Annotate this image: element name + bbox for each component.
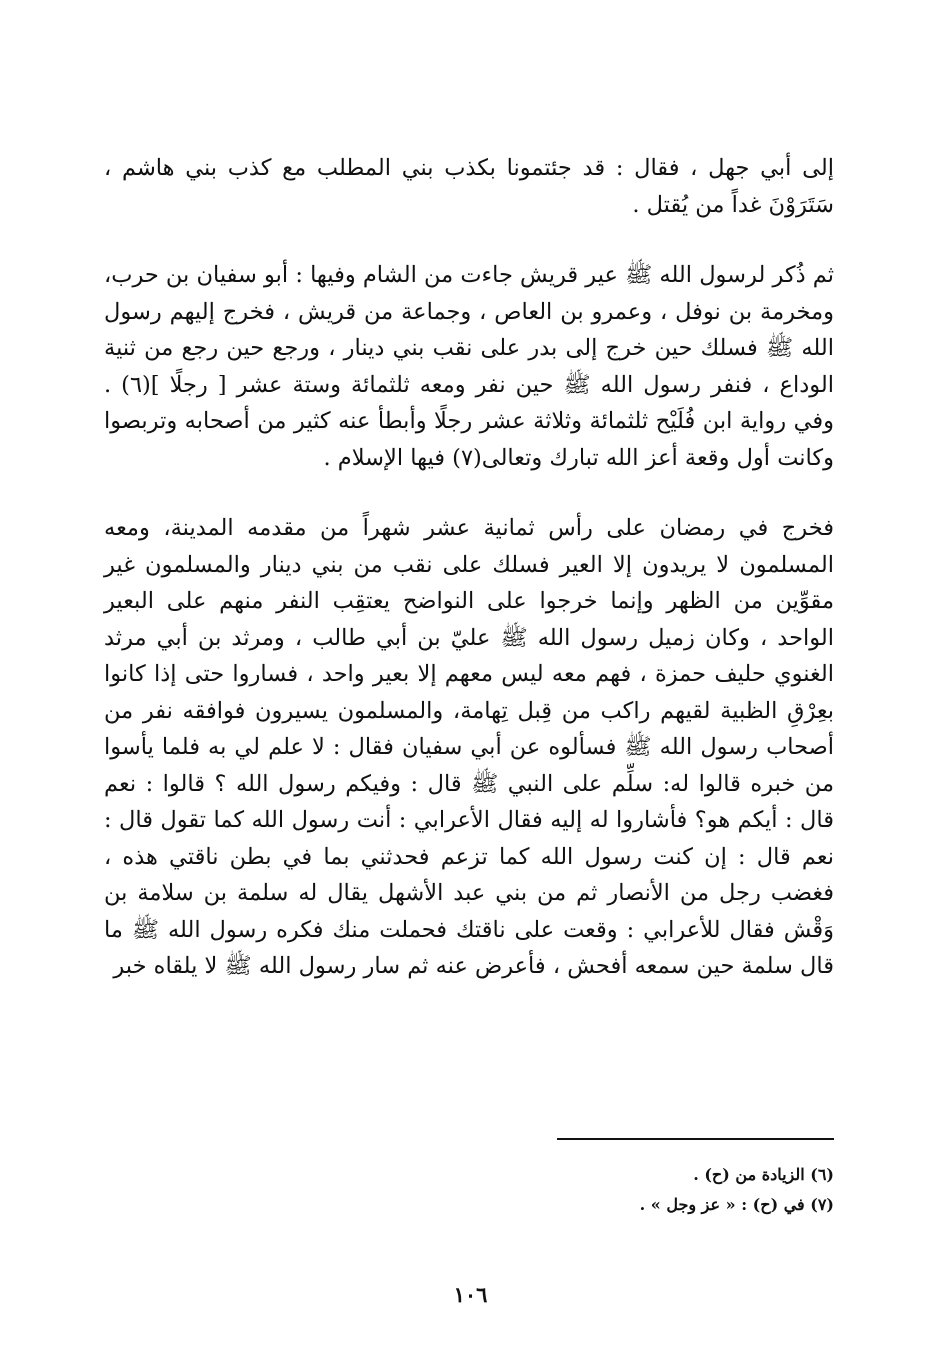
paragraph-2: ثم ذُكر لرسول الله ﷺ عير قريش جاءت من الشام وفيها : أبو سفيان بن حرب، ومخرمة بن نوفل ، وعمرو بن العاص ، وجماعة من قريش ، فخرج إليهم رسول الله ﷺ فسلك حين خرج إلى بدر على نقب بني دينار ، ورجع حين رجع من ثنية الوداع ، فنفر رسول الله ﷺ حين نفر ومعه ثلثمائة وستة عشر [ رجلًا ](٦) . وفي رواية ابن فُلَيْح ثلثمائة وثلاثة عشر رجلًا وأبطأ عنه كثير من أصحابه وتربصوا وكانت أول وقعة أعز الله تبارك وتعالى(٧) فيها الإسلام . <box>104 262 834 471</box>
paragraph-1: إلى أبي جهل ، فقال : قد جئتمونا بكذب بني المطلب مع كذب بني هاشم ، سَتَرَوْنَ غداً من يُقتل . <box>104 155 834 218</box>
paragraph-3: فخرج في رمضان على رأس ثمانية عشر شهراً من مقدمه المدينة، ومعه المسلمون لا يريدون إلا العير فسلك على نقب من بني دينار والمسلمون غير مقوِّين من الظهر وإنما خرجوا على النواضح يعتقِب النفر منهم على البعير الواحد ، وكان زميل رسول الله ﷺ عليّ بن أبي طالب ، ومرثد بن أبي مرثد الغنوي حليف حمزة ، فهم معه ليس معهم إلا بعير واحد ، فساروا حتى إذا كانوا بعِرْقِ الظبية لقيهم راكب من قِبل تِهامة، والمسلمون يسيرون فوافقه نفر من أصحاب رسول الله ﷺ فسألوه عن أبي سفيان فقال : لا علم لي به فلما يأسوا من خبره قالوا له: سلِّم على النبي ﷺ قال : وفيكم رسول الله ؟ قالوا : نعم قال : أيكم هو؟ فأشاروا له إليه فقال الأعرابي : أنت رسول الله كما تقول قال : نعم قال : إن كنت رسول الله كما تزعم فحدثني بما في بطن ناقتي هذه ، فغضب رجل من الأنصار ثم من بني عبد الأشهل يقال له سلمة بن سلامة بن وَقْش فقال للأعرابي : وقعت على ناقتك فحملت منك فكره رسول الله ﷺ ما قال سلمة حين سمعه أفحش ، فأعرض عنه ثم سار رسول الله ﷺ لا يلقاه خبر <box>104 515 834 979</box>
footnote-divider <box>557 1138 834 1140</box>
footnote-6: (٦) الزيادة من (ح) . <box>693 1165 834 1184</box>
footnotes <box>104 1160 834 1220</box>
footnote-7: (٧) في (ح) : « عز وجل » . <box>639 1195 834 1214</box>
page-number: ١٠٦ <box>453 1282 488 1307</box>
page-body <box>104 150 834 985</box>
